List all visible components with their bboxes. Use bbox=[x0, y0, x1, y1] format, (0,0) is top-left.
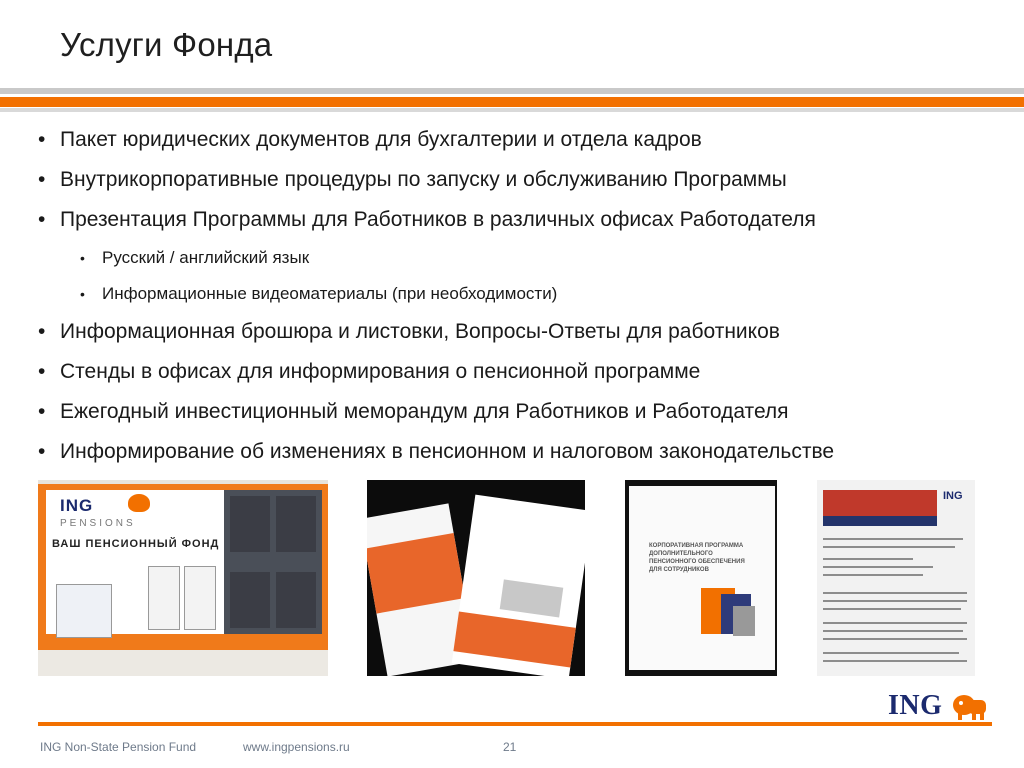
bullet-item bbox=[38, 320, 1018, 360]
slide-title: Услуги Фонда bbox=[60, 26, 273, 63]
bullet-marker: • bbox=[38, 320, 46, 343]
footer-url: www.ingpensions.ru bbox=[243, 740, 350, 754]
ing-logo: ING bbox=[888, 690, 943, 721]
stand-sub: PENSIONS bbox=[60, 518, 136, 529]
bullet-marker: • bbox=[80, 286, 85, 302]
sub-bullet-item bbox=[38, 248, 1018, 284]
text-line bbox=[823, 638, 967, 640]
bullet-text: Стенды в офисах для информирования о пенсионной программе bbox=[60, 360, 701, 383]
text-line bbox=[823, 652, 959, 654]
text-line bbox=[823, 622, 967, 624]
sub-bullet-text: Информационные видеоматериалы (при необходимости) bbox=[102, 284, 558, 303]
text-line bbox=[823, 660, 967, 662]
stand-wall bbox=[38, 650, 328, 676]
bullet-marker: • bbox=[38, 208, 46, 231]
bullet-text: Презентация Программы для Работников в различных офисах Работодателя bbox=[60, 208, 816, 231]
bullet-list bbox=[38, 128, 1018, 480]
text-line bbox=[823, 630, 963, 632]
stand-photo bbox=[38, 480, 328, 676]
leaflet-rack bbox=[276, 572, 316, 628]
lion-logo-icon bbox=[950, 692, 988, 720]
bullet-item bbox=[38, 360, 1018, 400]
sub-bullet-text: Русский / английский язык bbox=[102, 248, 310, 267]
bullet-marker: • bbox=[80, 250, 85, 266]
newsletter-brand: ING bbox=[943, 490, 963, 502]
newsletter-photo bbox=[817, 480, 975, 676]
bullet-marker: • bbox=[38, 400, 46, 423]
bullet-item bbox=[38, 168, 1018, 208]
footer-company: ING Non-State Pension Fund bbox=[40, 740, 197, 754]
bullet-item bbox=[38, 208, 1018, 248]
bullet-text: Внутрикорпоративные процедуры по запуску и обслуживанию Программы bbox=[60, 168, 787, 191]
text-line bbox=[823, 558, 913, 560]
text-line bbox=[823, 546, 955, 548]
stand-sheet bbox=[184, 566, 216, 630]
stand-caption: ВАШ ПЕНСИОННЫЙ ФОНД bbox=[46, 538, 224, 556]
bullet-item bbox=[38, 440, 1018, 480]
bullet-text: Ежегодный инвестиционный меморандум для Работников и Работодателя bbox=[60, 400, 789, 423]
bullet-text: Пакет юридических документов для бухгалтерии и отдела кадров bbox=[60, 128, 702, 151]
brochures-photo bbox=[367, 480, 585, 676]
leaflet-rack bbox=[230, 496, 270, 552]
header-rule-orange bbox=[0, 97, 1024, 107]
booklet-photo bbox=[625, 480, 777, 676]
bullet-text: Информационная брошюра и листовки, Вопросы-Ответы для работников bbox=[60, 320, 780, 343]
stand-brochure bbox=[56, 584, 112, 638]
stand-brand: ING bbox=[60, 496, 94, 515]
leaflet-rack bbox=[230, 572, 270, 628]
bullet-text: Информирование об изменениях в пенсионном и налоговом законодательстве bbox=[60, 440, 835, 463]
bullet-marker: • bbox=[38, 360, 46, 383]
booklet-decor bbox=[733, 606, 755, 636]
newsletter-header-strip bbox=[823, 516, 937, 526]
text-line bbox=[823, 574, 923, 576]
stand-sheet bbox=[148, 566, 180, 630]
bullet-item bbox=[38, 128, 1018, 168]
lion-logo-icon bbox=[128, 494, 150, 512]
booklet-heading: КОРПОРАТИВНАЯ ПРОГРАММА ДОПОЛНИТЕЛЬНОГО ПЕНСИОННОГО ОБЕСПЕЧЕНИЯ ДЛЯ СОТРУДНИКОВ bbox=[649, 543, 745, 573]
text-line bbox=[823, 600, 967, 602]
booklet-cover bbox=[629, 486, 775, 670]
footer-rule-orange bbox=[38, 722, 992, 726]
page-number: 21 bbox=[503, 740, 517, 754]
text-line bbox=[823, 608, 961, 610]
bullet-marker: • bbox=[38, 440, 46, 463]
header-rule-grey bbox=[0, 88, 1024, 94]
bullet-item bbox=[38, 400, 1018, 440]
text-line bbox=[823, 538, 963, 540]
text-line bbox=[823, 592, 967, 594]
header-rule-grey-lower bbox=[0, 108, 1024, 112]
sub-bullet-item bbox=[38, 284, 1018, 320]
bullet-marker: • bbox=[38, 128, 46, 151]
brochure-page bbox=[452, 495, 585, 676]
leaflet-rack bbox=[276, 496, 316, 552]
newsletter-header-bar bbox=[823, 490, 937, 516]
bullet-marker: • bbox=[38, 168, 46, 191]
text-line bbox=[823, 566, 933, 568]
